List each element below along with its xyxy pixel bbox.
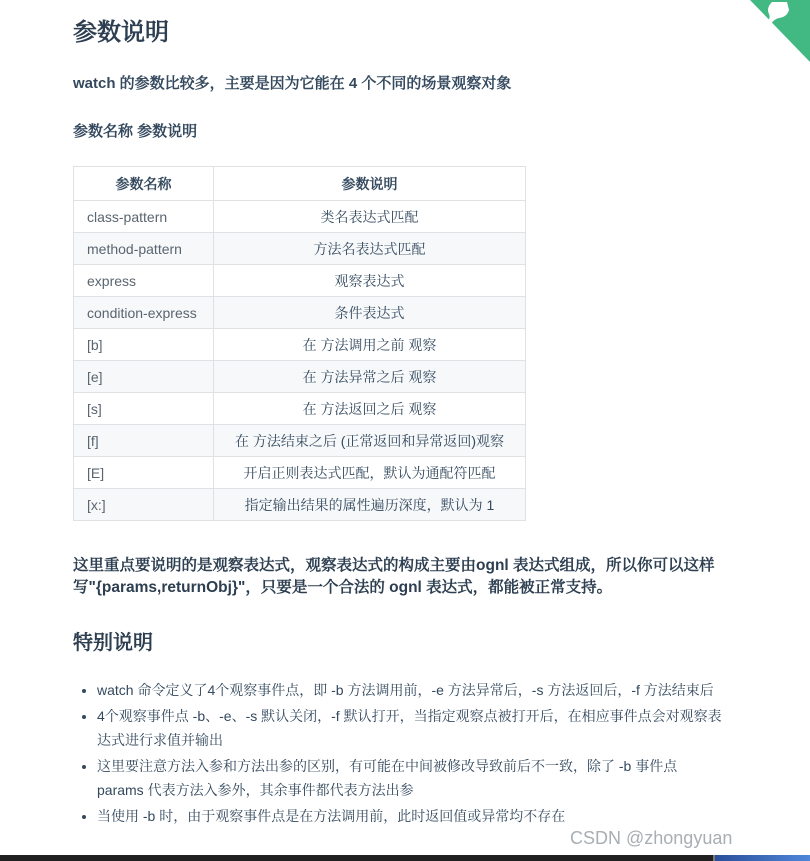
param-desc: 在 方法异常之后 观察 xyxy=(214,361,526,393)
param-desc: 条件表达式 xyxy=(214,297,526,329)
express-note: 这里重点要说明的是观察表达式，观察表达式的构成主要由ognl 表达式组成，所以你可以这样写"{params,returnObj}"，只要是一个合法的 ognl 表达式，都能被正常支持。 xyxy=(73,557,715,596)
table-header-row xyxy=(74,167,526,201)
table-row xyxy=(74,489,526,521)
param-name: [x:] xyxy=(74,489,214,521)
table-row xyxy=(74,457,526,489)
list-item: • 这里要注意方法入参和方法出参的区别，有可能在中间被修改导致前后不一致，除了 -b 事件点 params 代表方法入参外，其余事件都代表方法出参 xyxy=(97,754,727,802)
table-row xyxy=(74,329,526,361)
params-table xyxy=(73,166,526,521)
page-title: 参数说明 xyxy=(73,19,169,46)
param-name: [E] xyxy=(74,457,214,489)
param-desc: 方法名表达式匹配 xyxy=(214,233,526,265)
table-row xyxy=(74,233,526,265)
param-name: [b] xyxy=(74,329,214,361)
table-row xyxy=(74,393,526,425)
special-section-title: 特别说明 xyxy=(73,632,153,654)
table-row xyxy=(74,265,526,297)
param-desc: 在 方法返回之后 观察 xyxy=(214,393,526,425)
table-row xyxy=(74,361,526,393)
table-row xyxy=(74,201,526,233)
table-row xyxy=(74,297,526,329)
param-name: express xyxy=(74,265,214,297)
taskbar-wallpaper-strip xyxy=(713,855,810,861)
octocat-icon xyxy=(700,0,810,70)
table-caption: 参数名称 参数说明 xyxy=(73,123,198,140)
param-desc: 观察表达式 xyxy=(214,265,526,297)
intro-text: watch 的参数比较多，主要是因为它能在 4 个不同的场景观察对象 xyxy=(73,75,512,92)
param-name: condition-express xyxy=(74,297,214,329)
list-item: • watch 命令定义了4个观察事件点，即 -b 方法调用前，-e 方法异常后，-s 方法返回后，-f 方法结束后 xyxy=(97,678,727,702)
github-corner-badge[interactable] xyxy=(700,0,810,70)
list-item: • 当使用 -b 时，由于观察事件点是在方法调用前，此时返回值或异常均不存在 xyxy=(97,804,727,828)
os-taskbar xyxy=(0,855,810,861)
param-desc: 指定输出结果的属性遍历深度，默认为 1 xyxy=(214,489,526,521)
csdn-watermark: CSDN @zhongyuan xyxy=(570,828,733,848)
param-name: [f] xyxy=(74,425,214,457)
param-desc: 类名表达式匹配 xyxy=(214,201,526,233)
table-row xyxy=(74,425,526,457)
list-item: • 4个观察事件点 -b、-e、-s 默认关闭，-f 默认打开，当指定观察点被打开后，在相应事件点会对观察表达式进行求值并输出 xyxy=(97,704,727,752)
param-name: method-pattern xyxy=(74,233,214,265)
param-name: class-pattern xyxy=(74,201,214,233)
param-desc: 开启正则表达式匹配，默认为通配符匹配 xyxy=(214,457,526,489)
param-desc: 在 方法调用之前 观察 xyxy=(214,329,526,361)
param-desc: 在 方法结束之后 (正常返回和异常返回)观察 xyxy=(214,425,526,457)
header-param-name: 参数名称 xyxy=(74,167,214,201)
param-name: [e] xyxy=(74,361,214,393)
param-name: [s] xyxy=(74,393,214,425)
special-notes-list xyxy=(73,678,727,830)
header-param-desc: 参数说明 xyxy=(214,167,526,201)
